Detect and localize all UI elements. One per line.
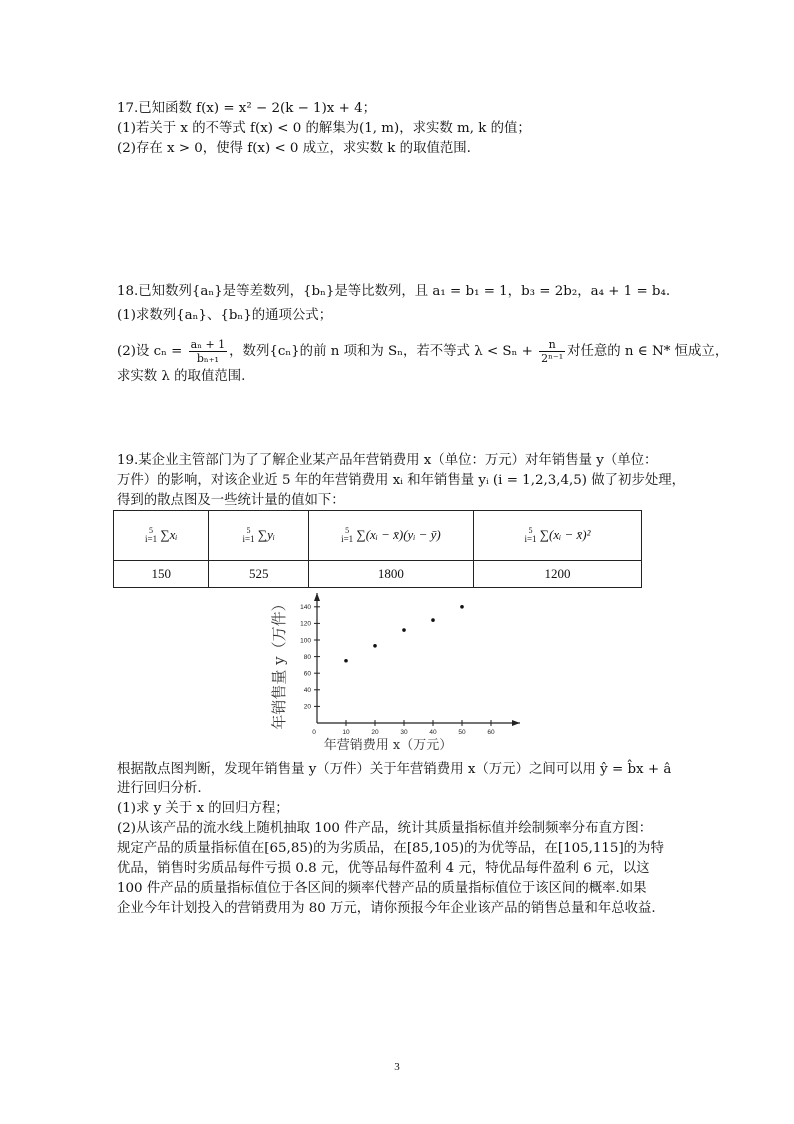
sum-limits xyxy=(341,526,353,544)
q19-part2-line1: (2)从该产品的流水线上随机抽取 100 件产品，统计其质量指标值并绘制频率分布直方图： xyxy=(117,821,653,836)
x-tick-label: 10 xyxy=(342,729,350,736)
statistics-value-cell: 150 xyxy=(114,560,209,587)
y-axis-arrow xyxy=(314,593,320,601)
x-axis-arrow xyxy=(512,720,520,726)
statistics-header-row xyxy=(114,511,642,561)
fraction-n xyxy=(539,338,565,365)
scatter-point xyxy=(431,618,435,622)
y-tick-label: 60 xyxy=(303,670,311,678)
q19-part2-line5: 企业今年计划投入的营销费用为 80 万元，请你预报今年企业该产品的销售总量和年总收益. xyxy=(117,901,656,916)
statistics-value-cell: 1200 xyxy=(473,560,641,587)
sum-upper: 5 xyxy=(149,526,154,536)
q18-part2-b: ，数列{cₙ}的前 n 项和为 Sₙ，若不等式 λ < Sₙ + xyxy=(229,344,538,359)
page-number: 3 xyxy=(394,1061,400,1073)
fraction-c-numerator: aₙ + 1 xyxy=(190,338,226,351)
statistics-header-cell xyxy=(114,511,209,561)
statistics-table xyxy=(113,510,642,588)
y-tick-label: 80 xyxy=(303,653,311,661)
q19-after-line2: 进行回归分析. xyxy=(117,781,202,796)
scatter-point xyxy=(344,659,348,663)
statistics-header-cell xyxy=(473,511,641,561)
fraction-c xyxy=(189,338,228,365)
x-tick-label: 60 xyxy=(487,729,495,736)
x-axis-label: 年营销费用 x（万元） xyxy=(323,738,453,753)
x-tick-label: 30 xyxy=(400,729,408,736)
x-tick-label: 0 xyxy=(312,729,316,736)
y-tick-label: 140 xyxy=(300,604,311,612)
q19-line3: 得到的散点图及一些统计量的值如下： xyxy=(117,493,345,508)
statistics-value-row xyxy=(114,560,642,587)
statistics-header-cell xyxy=(209,511,308,561)
x-tick-label: 50 xyxy=(458,729,466,736)
sum-upper: 5 xyxy=(528,526,533,536)
q19-line1: 19.某企业主管部门为了了解企业某产品年营销费用 x（单位：万元）对年销售量 y（单位： xyxy=(117,453,658,468)
sum-upper: 5 xyxy=(345,526,350,536)
sum-lower: i=1 xyxy=(524,534,537,545)
sum-expression: ∑(xᵢ − x̄)(yᵢ − ȳ) xyxy=(356,527,441,543)
sum-lower: i=1 xyxy=(341,534,354,545)
q19-part1: (1)求 y 关于 x 的回归方程； xyxy=(117,801,289,816)
q17-part1: (1)若关于 x 的不等式 f(x) < 0 的解集为(1, m)，求实数 m, k 的值； xyxy=(117,121,531,136)
sum-limits xyxy=(242,526,254,544)
statistics-header-cell xyxy=(308,511,473,561)
sum-lower: i=1 xyxy=(242,534,255,545)
y-tick-label: 20 xyxy=(303,703,311,711)
q17-title: 17.已知函数 f(x) = x² − 2(k − 1)x + 4； xyxy=(117,101,376,116)
q19-line2: 万件）的影响，对该企业近 5 年的年营销费用 xᵢ 和年销售量 yᵢ (i = 1,2,3,4,5) 做了初步处理， xyxy=(117,473,686,488)
statistics-value-cell: 525 xyxy=(209,560,308,587)
sum-upper: 5 xyxy=(246,526,251,536)
x-tick-label: 20 xyxy=(371,729,379,736)
statistics-value-cell: 1800 xyxy=(308,560,473,587)
q18-part2-line2: 求实数 λ 的取值范围. xyxy=(117,369,246,384)
scatter-plot xyxy=(250,585,540,755)
x-tick-label: 40 xyxy=(429,729,437,736)
scatter-point xyxy=(402,628,406,632)
q19-part2-line4: 100 件产品的质量指标值位于各区间的频率代替产品的质量指标值位于该区间的概率.如果 xyxy=(117,881,647,896)
y-tick-label: 40 xyxy=(303,687,311,695)
scatter-point xyxy=(373,644,377,648)
sum-limits xyxy=(524,526,536,544)
scatter-point xyxy=(460,605,464,609)
sum-limits xyxy=(145,526,157,544)
q19-after-line1: 根据散点图判断，发现年销售量 y（万件）关于年营销费用 x（万元）之间可以用 ŷ = b̂x + â xyxy=(117,762,672,777)
q18-title: 18.已知数列{aₙ}是等差数列，{bₙ}是等比数列，且 a₁ = b₁ = 1，b₃ = 2b₂，a₄ + 1 = b₄. xyxy=(117,284,671,299)
fraction-n-denominator: 2ⁿ⁻¹ xyxy=(541,352,564,365)
y-tick-label: 100 xyxy=(300,637,311,645)
q18-part2-line1 xyxy=(117,338,728,365)
q19-part2-line2: 规定产品的质量指标值在[65,85)的为劣质品，在[85,105)的为优等品，在[105,115]的为特 xyxy=(117,841,664,856)
sum-expression: ∑xᵢ xyxy=(160,527,178,543)
fraction-c-denominator: bₙ₊₁ xyxy=(196,352,219,365)
q18-part2-a: (2)设 cₙ = xyxy=(117,344,187,359)
q18-part2-c: 对任意的 n ∈ N* 恒成立， xyxy=(567,344,729,359)
sum-lower: i=1 xyxy=(145,534,158,545)
y-axis-label: 年销售量 y（万件） xyxy=(270,596,288,730)
q18-part1: (1)求数列{aₙ}、{bₙ}的通项公式； xyxy=(117,308,333,323)
y-tick-label: 120 xyxy=(300,620,311,628)
q17-part2: (2)存在 x > 0，使得 f(x) < 0 成立，求实数 k 的取值范围. xyxy=(117,141,471,156)
q19-part2-line3: 优品，销售时劣质品每件亏损 0.8 元，优等品每件盈利 4 元，特优品每件盈利 6 元，以这 xyxy=(117,861,650,876)
sum-expression: ∑(xᵢ − x̄)² xyxy=(539,527,591,543)
sum-expression: ∑yᵢ xyxy=(257,527,275,543)
fraction-n-numerator: n xyxy=(539,338,565,352)
